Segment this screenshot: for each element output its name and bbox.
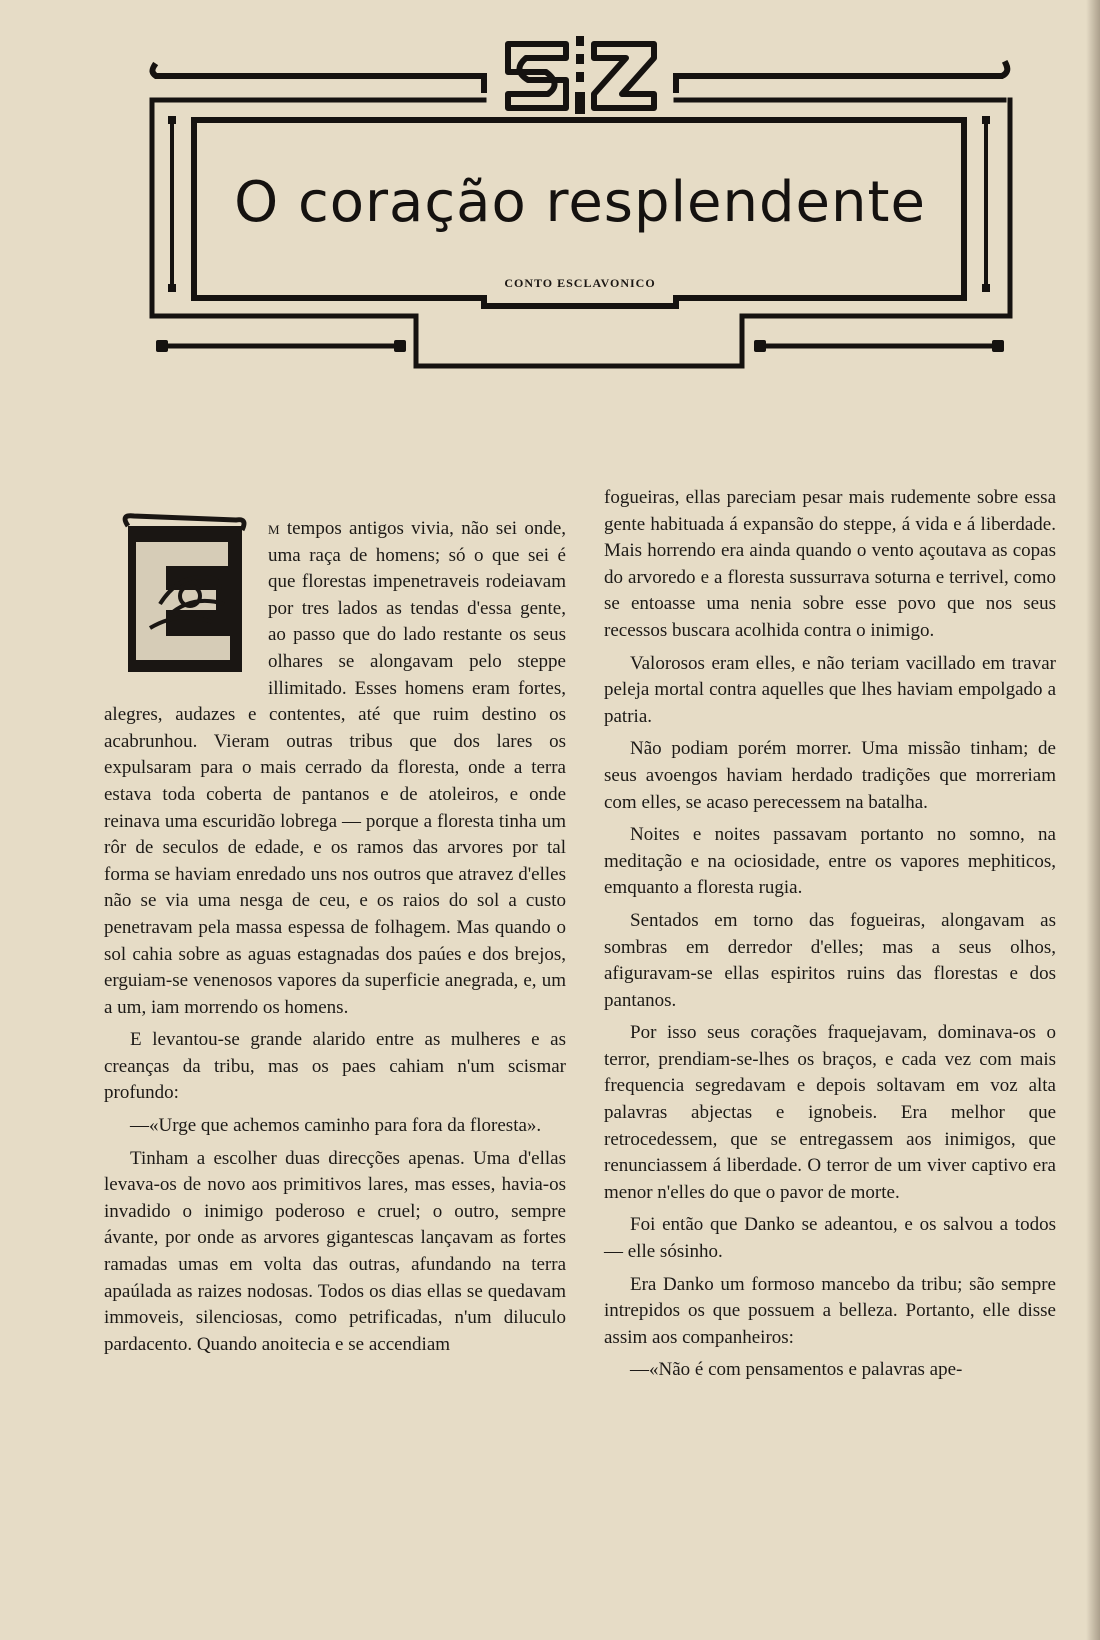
paragraph: Tinham a escolher duas direcções apenas. Uma d'ellas levava-os de novo aos primitivos lares, mas esses, havia-os invadido o inimigo poderoso e cruel; o outro, sempre ávante, por onde as arvores gigantescas lançavam as fortes ramadas umas em volta das outras, afundando na terra apaúlada as raizes nodosas. Todos os dias ellas se quedavam immoveis, silenciosas, como petrificadas, n'um diluculo pardacento. Quando anoitecia e se accendiam <box>104 1147 566 1355</box>
paragraph: Não podiam porém morrer. Uma missão tinham; de seus avoengos haviam herdado tradições que morreriam com elles, se acaso perecessem na batalha. <box>604 738 1056 813</box>
paragraph: Sentados em torno das fogueiras, alongavam as sombras em derredor d'elles; mas a seus olhos, afiguravam-se ellas espiritos ruins das florestas e dos pantanos. <box>604 909 1056 1011</box>
paragraph: Por isso seus corações fraquejavam, dominava-os o terror, prendiam-se-lhes os braços, e cada vez com mais frequencia segredavam e depois soltavam em voz alta palavras abjectas e ignobeis. Era melhor que retrocedessem, que se entregassem aos inimigos, que renunciassem á liberdade. O terror de um viver captivo era menor n'elles do que o pavor de morte. <box>604 1022 1056 1203</box>
paragraph: Era Danko um formoso mancebo da tribu; são sempre intrepidos os que possuem a belleza. Portanto, elle disse assim aos companheiros: <box>604 1273 1056 1348</box>
paragraph: Valorosos eram elles, e não teriam vacillado em travar peleja mortal contra aquelles que lhes haviam empolgado a patria. <box>604 652 1056 727</box>
text-column-left <box>104 516 566 1358</box>
article-title: O coração resplendente <box>234 170 926 235</box>
page-edge-shadow <box>1086 0 1100 1640</box>
paragraph: E levantou-se grande alarido entre as mulheres e as creanças da tribu, mas os paes cahiam n'um scismar profundo: <box>104 1029 566 1104</box>
article-subtitle: CONTO ESCLAVONICO <box>504 276 656 290</box>
paragraph: —«Urge que achemos caminho para fora da floresta». <box>130 1115 542 1137</box>
paragraph: fogueiras, ellas pareciam pesar mais rudemente sobre essa gente habituada á expansão do steppe, á vida e á liberdade. Mais horrendo era ainda quando o vento açoutava as copas do arvoredo e a floresta sussurrava soturna e terrivel, como se entoasse uma nenia sobre esse povo que nos seus recessos buscara acolhida contra o inimigo. <box>604 487 1056 641</box>
drop-cap-e-ornament <box>120 512 250 678</box>
drop-cap-continuation: m <box>268 518 280 539</box>
text-column-right <box>604 485 1056 1384</box>
paragraph: tempos antigos vivia, não sei onde, uma raça de homens; só o que sei é que florestas impenetraveis rodeiavam por tres lados as tendas d'essa gente, ao passo que do lado restante os seus olhares se alongavam pelo steppe illimitado. Esses homens eram fortes, alegres, audazes e contentes, até que ruim destino os acabrunhou. Vieram outras tribus que dos lares os expulsaram para o mais cerrado da floresta, onde a terra estava toda coberta de pantanos e de atoleiros, e onde reinava uma escuridão lobrega — porque a floresta tinha um rôr de seculos de edade, e os ramos das arvores por tal forma se haviam enredado uns nos outros que atravez d'elles não se via uma nesga de ceu, e os raios do sol a custo penetravam pela massa espessa de folhagem. Mas quando o sol cahia sobre as aguas estagnadas dos paúes e dos brejos, erguiam-se venenosos vapores da superficie anegrada, e, um a um, iam morrendo os homens. <box>104 518 566 1018</box>
paragraph: Foi então que Danko se adeantou, e os salvou a todos — elle sósinho. <box>604 1214 1056 1263</box>
paragraph: —«Não é com pensamentos e palavras ape- <box>630 1359 963 1381</box>
paragraph: Noites e noites passavam portanto no somno, na meditação e na ociosidade, entre os vapores mephiticos, emquanto a floresta rugia. <box>604 824 1056 899</box>
